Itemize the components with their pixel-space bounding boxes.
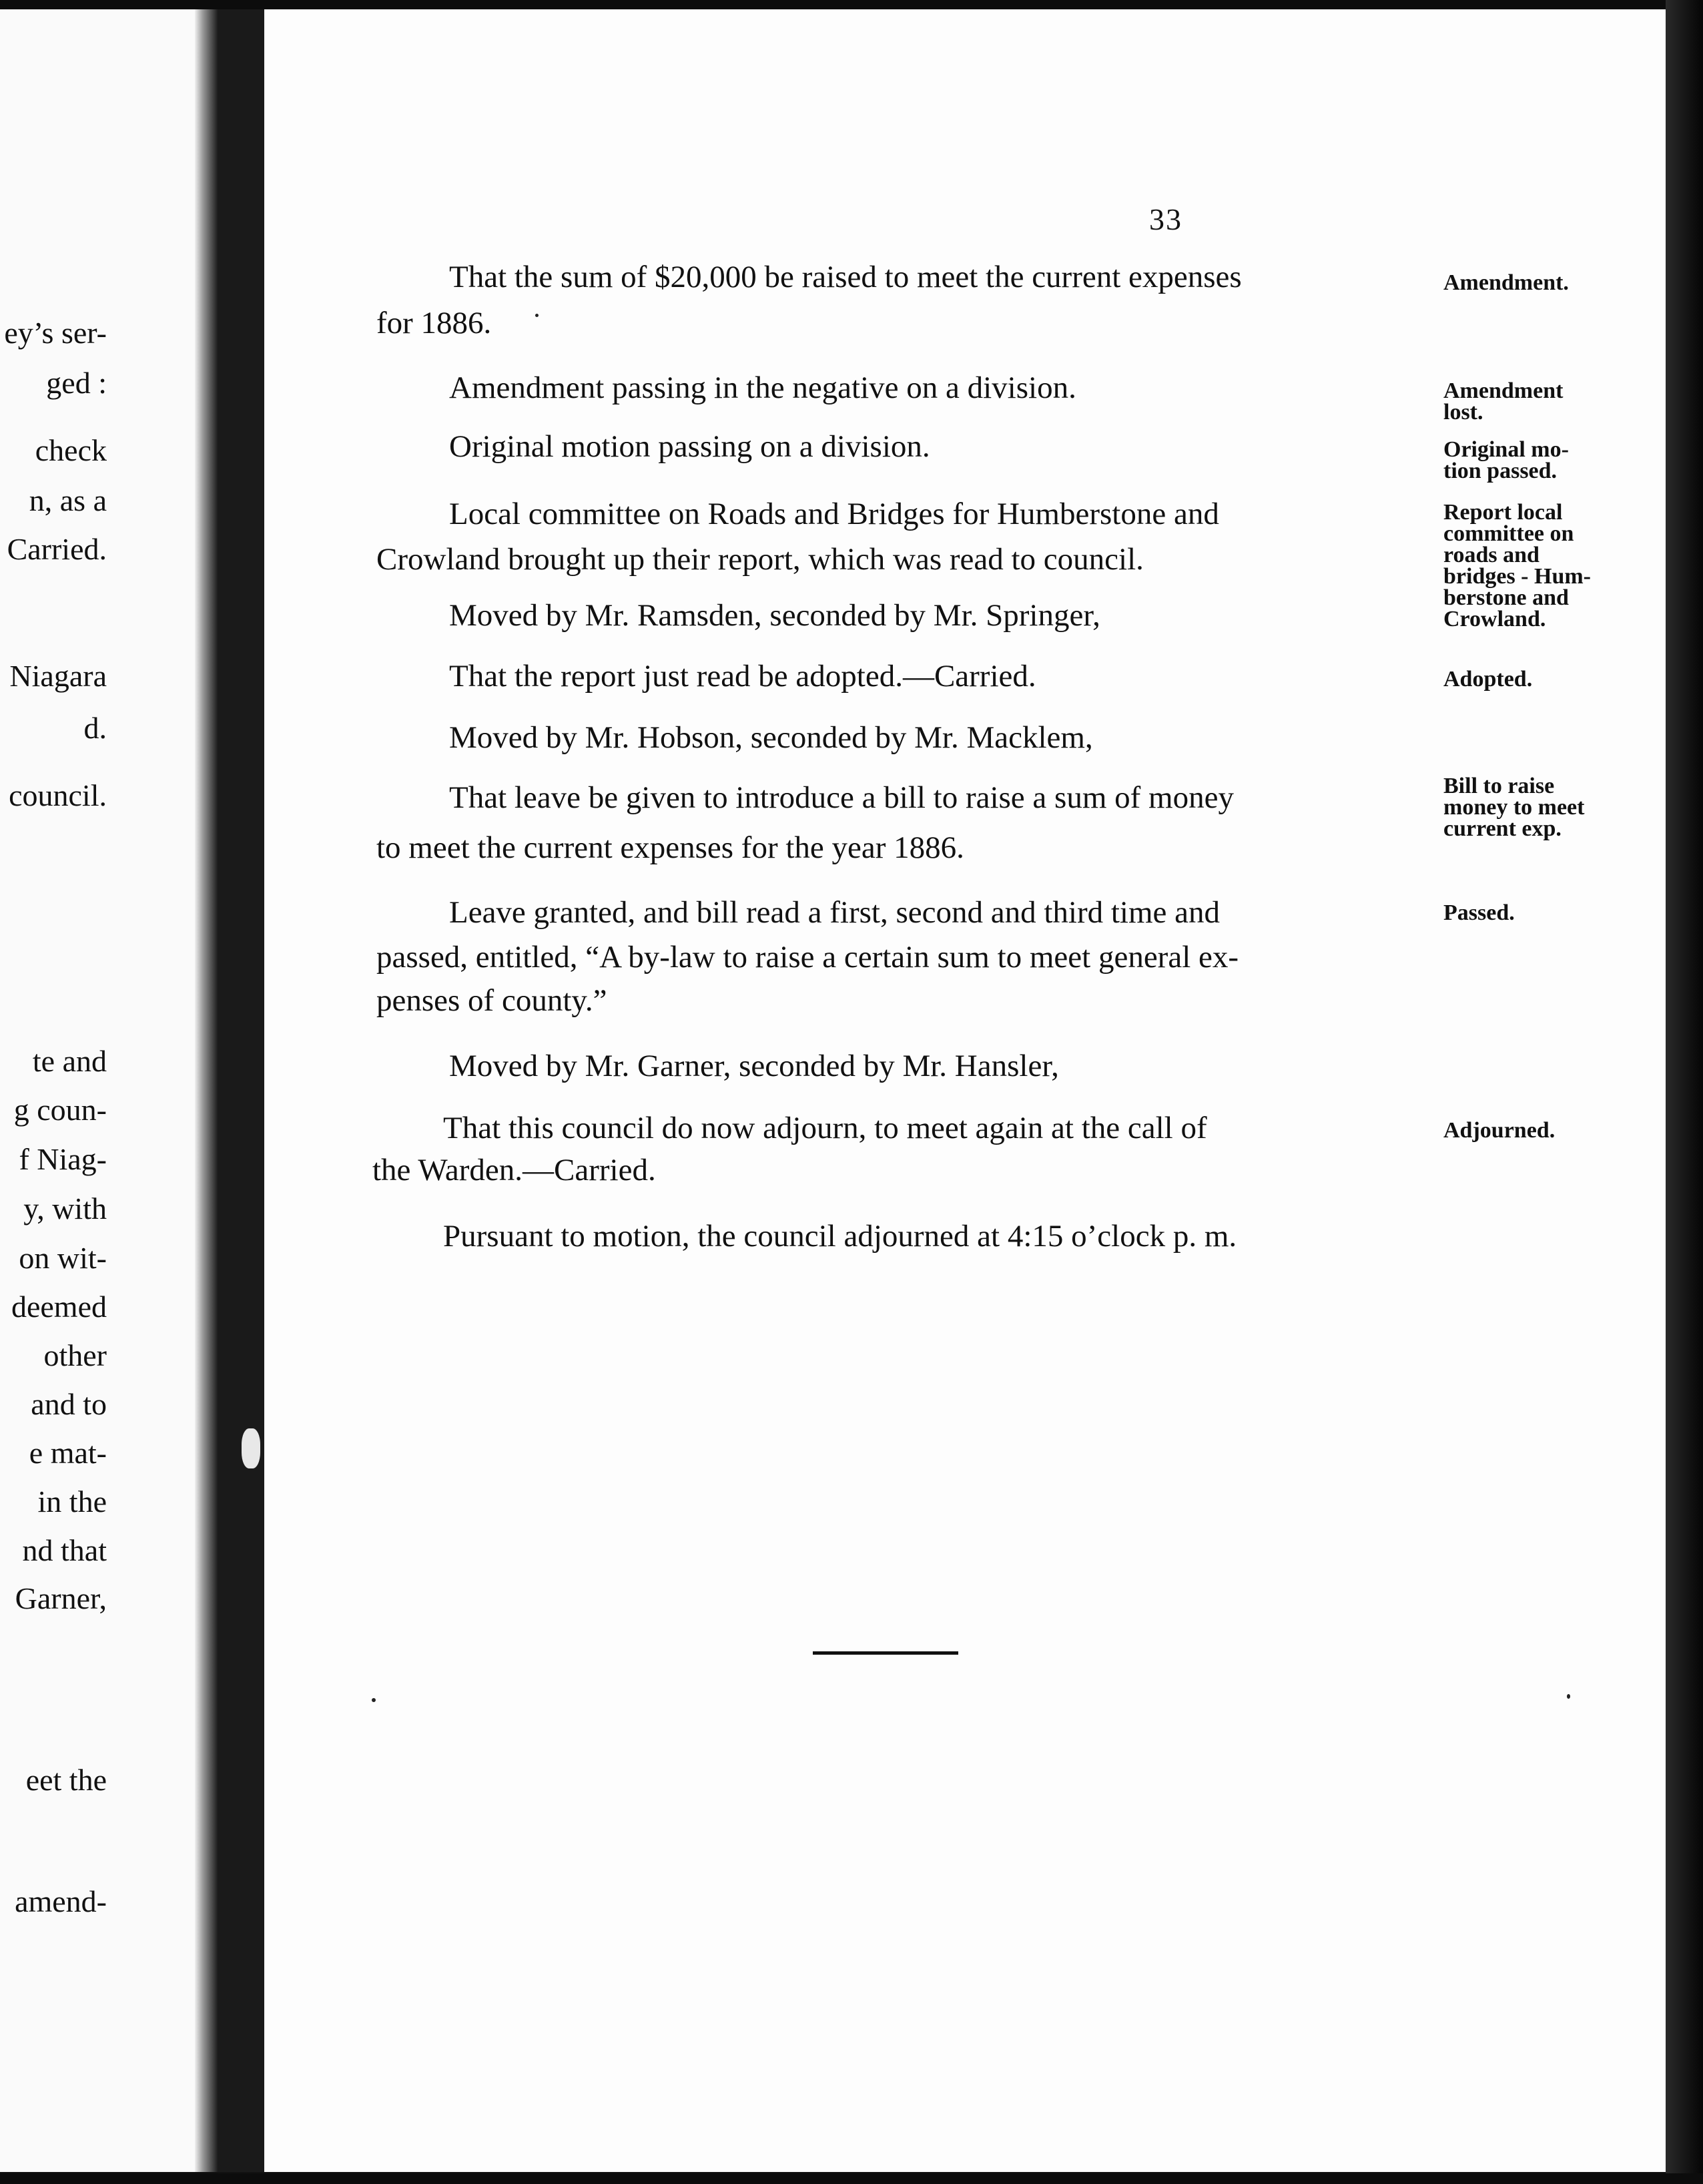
main-page xyxy=(264,9,1666,2172)
body-line: Moved by Mr. Hobson, seconded by Mr. Macklem, xyxy=(449,720,1093,755)
body-line: the Warden.—Carried. xyxy=(372,1153,656,1187)
book-gutter xyxy=(218,9,264,2172)
body-line: Local committee on Roads and Bridges for Humberstone and xyxy=(449,497,1219,531)
margin-note-line: Amendment. xyxy=(1443,270,1569,295)
gutter-shadow xyxy=(195,9,218,2172)
margin-note-bill-to-raise-money xyxy=(1443,776,1584,840)
margin-note-adopted xyxy=(1443,669,1532,690)
facing-line: council. xyxy=(9,778,107,812)
facing-line: ey’s ser- xyxy=(4,316,107,350)
scan-bottom-border xyxy=(0,2173,1703,2184)
margin-note-line: Original mo- xyxy=(1443,437,1569,462)
facing-line: f Niag- xyxy=(19,1142,107,1176)
margin-note-adjourned xyxy=(1443,1120,1555,1141)
facing-line: other xyxy=(43,1338,107,1372)
margin-note-line: bridges - Hum- xyxy=(1443,564,1591,589)
body-line: Moved by Mr. Ramsden, seconded by Mr. Springer, xyxy=(449,598,1100,633)
facing-line: in the xyxy=(37,1484,107,1519)
body-line: Amendment passing in the negative on a division. xyxy=(449,370,1076,405)
body-line: That the report just read be adopted.—Carried. xyxy=(449,659,1036,694)
facing-line: deemed xyxy=(11,1290,107,1324)
page-number: 33 xyxy=(1149,202,1182,236)
margin-note-line: tion passed. xyxy=(1443,459,1558,483)
scan-speck xyxy=(535,314,539,317)
facing-line: eet the xyxy=(25,1763,107,1797)
facing-line: g coun- xyxy=(13,1093,107,1127)
facing-line: te and xyxy=(32,1044,107,1078)
margin-note-line: money to meet xyxy=(1443,795,1585,820)
margin-note-line: roads and xyxy=(1443,543,1540,567)
body-line: Moved by Mr. Garner, seconded by Mr. Hansler, xyxy=(449,1049,1059,1083)
margin-note-line: Amendment xyxy=(1443,378,1564,403)
margin-note-line: committee on xyxy=(1443,521,1574,546)
scan-right-edge xyxy=(1666,0,1703,2184)
facing-line: amend- xyxy=(15,1884,107,1918)
scan-speck xyxy=(372,1698,376,1702)
facing-line: Carried. xyxy=(7,532,107,566)
facing-page xyxy=(0,9,200,2172)
margin-note-amendment xyxy=(1443,272,1569,294)
body-line: penses of county.” xyxy=(376,983,607,1018)
margin-note-line: Adjourned. xyxy=(1443,1118,1556,1143)
facing-line: nd that xyxy=(22,1533,107,1567)
facing-line: Niagara xyxy=(9,659,107,693)
margin-note-original-motion xyxy=(1443,439,1569,482)
facing-line: d. xyxy=(83,711,107,745)
margin-note-line: Adopted. xyxy=(1443,667,1533,692)
margin-note-report-local-committee xyxy=(1443,502,1591,630)
body-line: to meet the current expenses for the year 1886. xyxy=(376,830,964,865)
scan-speck xyxy=(1567,1694,1570,1699)
facing-line: y, with xyxy=(23,1191,107,1225)
body-line: Original motion passing on a division. xyxy=(449,429,930,464)
body-line: Leave granted, and bill read a first, second and third time and xyxy=(449,895,1220,930)
margin-note-line: Report local xyxy=(1443,500,1563,525)
body-line: That the sum of $20,000 be raised to meet the current expenses xyxy=(449,260,1242,294)
facing-line: and to xyxy=(31,1387,107,1421)
body-line: passed, entitled, “A by-law to raise a certain sum to meet general ex- xyxy=(376,940,1239,975)
end-rule xyxy=(813,1651,958,1655)
margin-note-line: Bill to raise xyxy=(1443,774,1555,798)
body-line: Pursuant to motion, the council adjourned at 4:15 o’clock p. m. xyxy=(443,1219,1237,1254)
margin-note-passed xyxy=(1443,902,1515,924)
facing-page-text xyxy=(0,9,200,2172)
body-line: Crowland brought up their report, which was read to council. xyxy=(376,542,1144,577)
scan-blemish xyxy=(242,1428,260,1468)
margin-note-line: current exp. xyxy=(1443,816,1562,841)
body-line: That this council do now adjourn, to meet again at the call of xyxy=(443,1111,1207,1145)
margin-note-amendment-lost xyxy=(1443,380,1563,423)
margin-note-line: berstone and xyxy=(1443,585,1569,610)
facing-line: n, as a xyxy=(29,483,107,517)
margin-note-line: lost. xyxy=(1443,400,1483,425)
facing-line: e mat- xyxy=(29,1436,107,1470)
facing-line: check xyxy=(35,433,107,467)
facing-line: Garner, xyxy=(15,1581,107,1615)
facing-line: on wit- xyxy=(19,1241,107,1275)
facing-line: ged : xyxy=(46,366,107,400)
margin-note-line: Passed. xyxy=(1443,900,1515,925)
margin-note-line: Crowland. xyxy=(1443,607,1546,631)
body-line: for 1886. xyxy=(376,306,492,340)
body-line: That leave be given to introduce a bill to raise a sum of money xyxy=(449,780,1234,815)
